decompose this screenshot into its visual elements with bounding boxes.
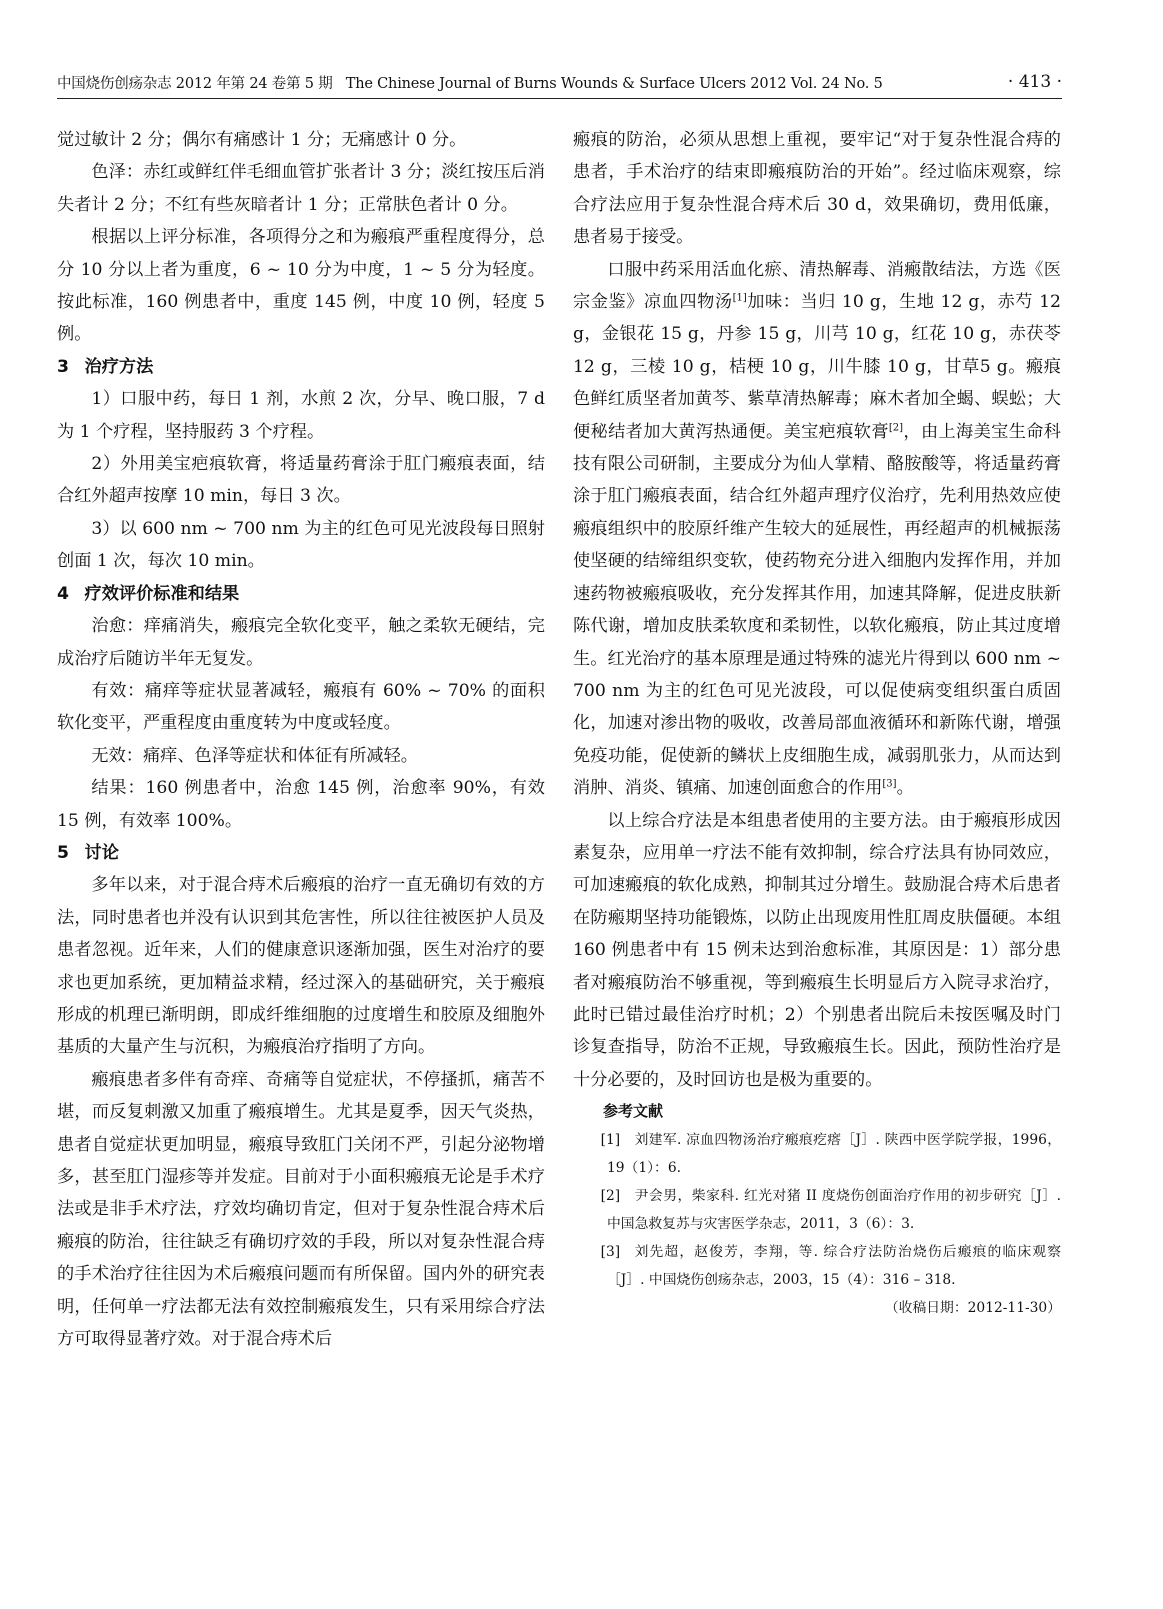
section-heading: [57, 578, 545, 610]
paragraph-text: 加味：当归 10 g，生地 12 g，赤芍 12 g，金银花 15 g，丹参 15 g，川芎 10 g，红花 10 g，赤茯苓 12 g，三棱 10 g，桔梗 10 g，川牛膝 10 g，甘草5 g。瘢痕色鲜红质坚者加黄芩、紫草清热解毒；麻木者加全蝎、蜈蚣；大便秘结者加大黄泻热通便。美宝疤痕软膏: [573, 292, 1061, 442]
section-title: 治疗方法: [84, 356, 154, 377]
section-title: 讨论: [84, 842, 119, 863]
section-number: 5: [57, 842, 69, 863]
paragraph: 3）以 600 nm ~ 700 nm 为主的红色可见光波段每日照射创面 1 次，每次 10 min。: [57, 518, 545, 572]
reference-text: 刘建军. 凉血四物汤治疗瘢痕疙瘩［J］. 陕西中医学院学报，1996，19（1）：6.: [607, 1132, 1061, 1177]
received-date: （收稿日期：2012-11-30）: [884, 1300, 1061, 1317]
journal-citation: [57, 74, 883, 94]
section-number: 3: [57, 356, 69, 377]
reference-number: [2]: [600, 1188, 621, 1205]
citation-marker: [2]: [888, 421, 904, 433]
reference-item: [573, 1126, 1061, 1182]
paragraph: 多年以来，对于混合痔术后瘢痕的治疗一直无确切有效的方法，同时患者也并没有认识到其危害性，所以往往被医护人员及患者忽视。近年来，人们的健康意识逐渐加强，医生对治疗的要求也更加系统，更加精益求精，经过深入的基础研究，关于瘢痕形成的机理已渐明朗，即成纤维细胞的过度增生和胶原及细胞外基质的大量产生与沉积，为瘢痕治疗指明了方向。: [57, 875, 545, 1058]
citation-marker: [1]: [732, 292, 747, 304]
reference-text: 刘先超，赵俊芳，李翔，等. 综合疗法防治烧伤后瘢痕的临床观察［J］. 中国烧伤创疡杂志，2003，15（4）：316 – 318.: [607, 1244, 1061, 1289]
reference-number: [3]: [600, 1244, 621, 1261]
section-number: 4: [57, 583, 69, 604]
page-number: · 413 ·: [1007, 72, 1062, 92]
journal-name-en: The Chinese Journal of Burns Wounds & Surface Ulcers 2012 Vol. 24 No. 5: [345, 76, 883, 92]
paragraph-text: 。: [896, 778, 914, 799]
paragraph: 色泽：赤红或鲜红伴毛细血管扩张者计 3 分；淡红按压后消失者计 2 分；不红有些灰暗者计 1 分；正常肤色者计 0 分。: [57, 162, 545, 215]
paragraph: 有效：痛痒等症状显著减轻，瘢痕有 60% ~ 70% 的面积软化变平，严重程度由重度转为中度或轻度。: [57, 680, 545, 734]
journal-name-cn: 中国烧伤创疡杂志 2012 年第 24 卷第 5 期: [57, 76, 333, 92]
section-title: 疗效评价标准和结果: [84, 583, 240, 604]
reference-number: [1]: [600, 1132, 621, 1149]
citation-marker: [3]: [882, 778, 897, 790]
paragraph: 瘢痕的防治，必须从思想上重视，要牢记“对于复杂性混合痔的患者，手术治疗的结束即瘢痕防治的开始”。经过临床观察，综合疗法应用于复杂性混合痔术后 30 d，效果确切，费用低廉，患者易于接受。: [573, 130, 1061, 248]
right-column: [573, 124, 1061, 1322]
references-heading: 参考文献: [603, 1102, 664, 1121]
paragraph: 根据以上评分标准，各项得分之和为瘢痕严重程度得分，总分 10 分以上者为重度，6 ~ 10 分为中度，1 ~ 5 分为轻度。按此标准，160 例患者中，重度 145 例，中度 10 例，轻度 5 例。: [57, 227, 545, 345]
section-heading: [57, 351, 545, 383]
paragraph: [573, 254, 1061, 805]
section-heading: [57, 837, 545, 869]
paragraph: 瘢痕患者多伴有奇痒、奇痛等自觉症状，不停搔抓，痛苦不堪，而反复刺激又加重了瘢痕增生。尤其是夏季，因天气炎热，患者自觉症状更加明显，瘢痕导致肛门关闭不严，引起分泌物增多，甚至肛门湿疹等并发症。目前对于小面积瘢痕无论是手术疗法或是非手术疗法，疗效均确切肯定，但对于复杂性混合痔术后瘢痕的防治，往往缺乏有确切疗效的手段，所以对复杂性混合痔的手术治疗往往因为术后瘢痕问题而有所保留。国内外的研究表明，任何单一疗法都无法有效控制瘢痕发生，只有采用综合疗法方可取得显著疗效。对于混合痔术后: [57, 1069, 545, 1350]
reference-item: [573, 1238, 1061, 1294]
paragraph: 1）口服中药，每日 1 剂，水煎 2 次，分早、晚口服，7 d 为 1 个疗程，坚持服药 3 个疗程。: [57, 389, 545, 442]
paragraph: 治愈：痒痛消失，瘢痕完全软化变平，触之柔软无硬结，完成治疗后随访半年无复发。: [57, 616, 545, 669]
left-column: [57, 124, 545, 1355]
running-header: [57, 74, 1062, 99]
paragraph-text: 口服中药采用活血化瘀、清热解毒、消瘢散结法，方选《医宗金鉴》凉血四物汤: [573, 259, 1061, 313]
paragraph: 以上综合疗法是本组患者使用的主要方法。由于瘢痕形成因素复杂，应用单一疗法不能有效抑制，综合疗法具有协同效应，可加速瘢痕的软化成熟，抑制其过分增生。鼓励混合痔术后患者在防瘢期坚持功能锻炼，以防止出现废用性肛周皮肤僵硬。本组 160 例患者中有 15 例未达到治愈标准，其原因是：1）部分患者对瘢痕防治不够重视，等到瘢痕生长明显后方入院寻求治疗，此时已错过最佳治疗时机；2）个别患者出院后未按医嘱及时门诊复查指导，防治不正规，导致瘢痕生长。因此，预防性治疗是十分必要的，及时回访也是极为重要的。: [573, 810, 1061, 1090]
reference-item: [573, 1182, 1061, 1238]
reference-text: 尹会男，柴家科. 红光对猪 II 度烧伤创面治疗作用的初步研究［J］. 中国急救复苏与灾害医学杂志，2011，3（6）：3.: [607, 1188, 1061, 1233]
paragraph: 觉过敏计 2 分；偶尔有痛感计 1 分；无痛感计 0 分。: [57, 130, 467, 150]
paragraph: 无效：痛痒、色泽等症状和体征有所减轻。: [91, 745, 418, 766]
paragraph: 结果：160 例患者中，治愈 145 例，治愈率 90%，有效 15 例，有效率 100%。: [57, 778, 545, 831]
paragraph-text: ，由上海美宝生命科技有限公司研制，主要成分为仙人掌精、酪胺酸等，将适量药膏涂于肛门瘢痕表面，结合红外超声理疗仪治疗，先利用热效应使瘢痕组织中的胶原纤维产生较大的延展性，再经超声的机械振荡使坚硬的结缔组织变软，使药物充分进入细胞内发挥作用，并加速药物被瘢痕吸收，充分发挥其作用，加速其降解，促进皮肤新陈代谢，增加皮肤柔软度和柔韧性，以软化瘢痕，防止其过度增生。红光治疗的基本原理是通过特殊的滤光片得到以 600 nm ~ 700 nm 为主的红色可见光波段，可以促使病变组织蛋白质固化，加速对渗出物的吸收，改善局部血液循环和新陈代谢，增强免疫功能，促使新的鳞状上皮细胞生成，减弱肌张力，从而达到消肿、消炎、镇痛、加速创面愈合的作用: [573, 421, 1061, 799]
paragraph: 2）外用美宝疤痕软膏，将适量药膏涂于肛门瘢痕表面，结合红外超声按摩 10 min，每日 3 次。: [57, 454, 545, 507]
